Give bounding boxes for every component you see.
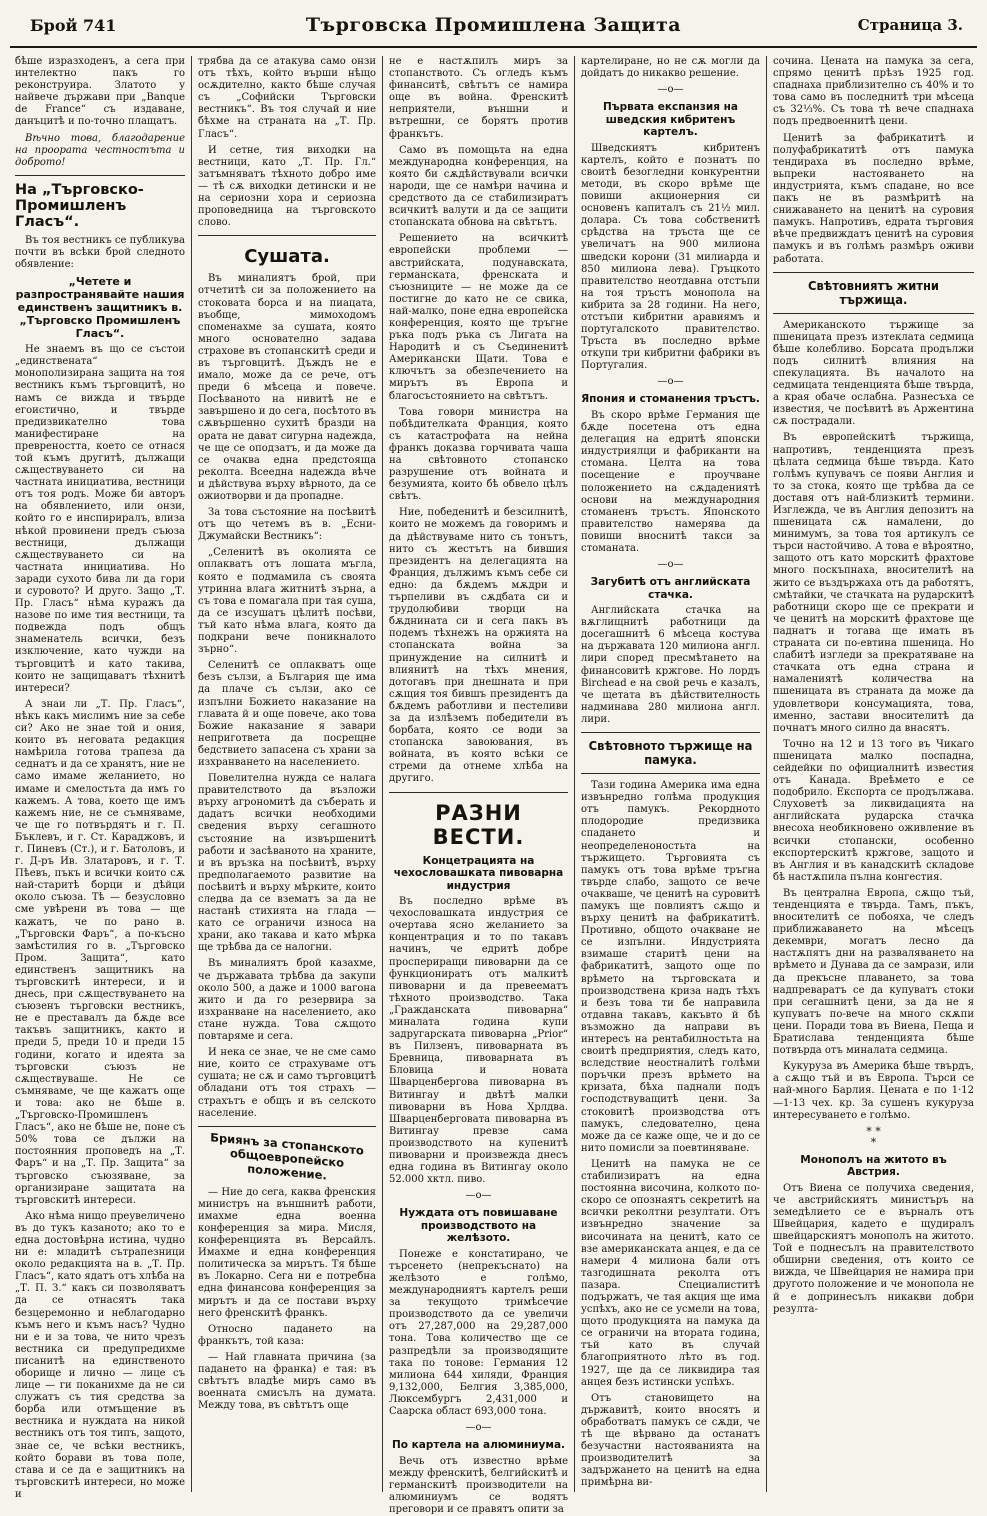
article-text: Вечь отъ известно врѣме между френскитѣ, белгийскитѣ и германскитѣ производители на алюминиумъ се водятъ преговори и се правятъ опити за xyxy=(389,1455,568,1515)
article-headline: Свѣтовниятъ житни тържища. xyxy=(808,277,939,307)
article-headline: Япония и стоманения тръстъ. xyxy=(581,393,760,406)
article-text: Американското тържище за пшеницата презъ изтеклата седмица бѣше колебливо. Борсата продължи подъ силнитѣ влияния на спекулацията. Въ началото на седмицата тенденцията бѣше твърда, а края обаче ослабна. Разнесъха се известия, че посѣвитѣ въ Аржентина сѫ пострадали. xyxy=(773,319,974,428)
section-divider xyxy=(389,792,568,793)
article-text: Точно на 12 и 13 того въ Чикаго пшеницата малко поспадна, сейдейки по официалнитѣ известия отъ Канада. Вреѣмето е се подобрило. Експорта се продължава. Слуховетѣ за ликвидацията на английската рударска стачка внесоха необикновено оживление въ всички стопански, особенно експортерскитѣ кржгове, защото и въ Англия и въ канадскитѣ складове бѣ настѫпила пълна конгестия. xyxy=(773,738,974,883)
article-headline: Загубитѣ отъ английската стачка. xyxy=(590,576,751,601)
page-number: Страница 3. xyxy=(857,16,963,34)
article-text: — Най главната причина (за падането на франка) е тая: въ свѣтътъ владѣе миръ само въ военната смисълъ на думата. Между това, въ свѣтътъ още xyxy=(198,1351,376,1412)
article-text: Ние, победенитѣ и безсилнитѣ, които не можемъ да говоримъ и да дѣйствуваме нито съ тонътъ, нито съ жестътъ на бившия президентъ на делегацията на Франция, дължимъ къмъ себе си едно: да бѫдемъ мѫдри и търпеливи въ сѫдбата си и трудолюбиви творци на бѫднината си и сега пакъ въ подемъ тѣхнежъ на оржията на стопанската война за принуждение на силнитѣ и влиянитѣ на тѣхъ мнения, дотогавъ при днешната и при сѫщия тоя бившъ президентъ да бѫдемъ работливи и пестеливи за да излѣземъ победители въ борбата, която се води за стопанска завоювания, въ войната, въ която всѣки се стреми да отнеме хлѣба на другиго. xyxy=(389,507,568,785)
article-text: Ценитѣ за фабрикатитѣ и полуфабрикатитѣ отъ памука тендираха въ последно врѣме, вьпреки настояването на индустрията, къмъ спадане, но все пакъ не въ размѣритѣ на снижаването на ценитѣ на суровия памукъ. Напротивъ, едрата търговия вѣче предвиждатъ ценитѣ на суровия памукъ и въ голѣмъ размѣръ оживи работата. xyxy=(773,132,974,265)
column-3 xyxy=(389,56,568,1515)
article-text: Решението на всичкитѣ европейски проблеми — австрийската, подунавската, германската, френската и съюзниците — не може да се постигне до като не се свика, най-малко, поне една европейска конференция, която ще тръгне ръка подъ ръка съ Лигата на Народитѣ и съ Съединенитѣ Американски Щати. Това е ключътъ за обезпечението на мирътъ въ Европа и благосъстоянието на свѣтътъ. xyxy=(389,233,568,402)
masthead xyxy=(10,10,977,48)
column-divider xyxy=(766,56,767,1492)
article-text: Кукуруза въ Америка бѣше твърдъ, а сѫщо тъй и въ Европа. Търси се най-много Барлия. Цената е по 1·12—1·13 чех. кр. За сушенъ кукуруза интересуването е голѣмо. xyxy=(773,1061,974,1121)
article-text: Селенитѣ се оплакватъ още безъ сълзи, а България ще има да плаче съ сълзи, ако се изпълни Божието наказание на главата й и още повече, ако това Божие наказание я завари непригответа да посрещне бедствието запасена съ храни за изхранването на населението. xyxy=(198,660,376,768)
article-headline: Концетрацията на чехословашката пивоварна индустрия xyxy=(393,854,564,892)
article-text: Понеже е констатирано, че търсенето (непрекъснато) на желѣзото е голѣмо, международниятъ картелъ реши за текущото тримѣсечие производството да се увеличи отъ 27,287,000 на 29,287,000 тона. Това количество ще се разпредѣли за производящите така по тонове: Германия 12 милиона 644 хиляди, Франция 9,132,000, Белгия 3,385,000, Люксембургъ 2,431,000 и Саарска област 693,000 тона. xyxy=(389,1248,568,1417)
stars-ornament: * * * xyxy=(866,1124,881,1149)
article-text: Шведскиятъ кибритенъ картелъ, който е познатъ по своитѣ безогледни конкурентни методи, въ скоро врѣме ще повиши акционерния си основенъ капиталъ съ 21½ мил. долара. Съ това собственитѣ срѣдства на тръста ще се увеличатъ на 900 милиона шведски корони (31 милиарда и 850 милиона лева). Гръцкото правителство неотдавна отстъпи на тоя тръстъ монопола на кибрита за 28 години. На него, отстъпи кибритни аравиямъ и португалското правителство. Тръста въ последно врѣме откупи три кибритни фабрики въ Португалия. xyxy=(581,142,760,372)
article-text: бѣше изразходенъ, а сега при интелектно пакъ го реконструира. Златото у найвече държави при „Banque de France“ съ издаване, данъцитѣ и по-точно плащатъ. xyxy=(15,56,185,128)
article-headline: Свѣтовното тържище на памука. xyxy=(588,738,753,768)
article-headline: По картела на алюминиума. xyxy=(391,1439,566,1452)
column-divider xyxy=(574,56,575,1492)
article-text: Тази година Америка има една извънредно голѣма продукция отъ памукъ. Рекордното плодородие предизвика спадането и неопределеноностьта на тържището. Търговията съ памукъ отъ това врѣме тръгна твърде слабо, защото се вече очакваше, че ценитѣ на суровитѣ памукъ ще повлиятъ сѫщо и върху ценитѣ на фабрикатитѣ. Противно, общото очакване не се изпълни. Индустрията взимаше старитѣ цени на фабрикатитѣ, защото още по врѣмето на търговската и производствена криза надъ тѣхъ и безъ това ти бе направила отдавна такавъ, какъвто й бѣ възможно да направи въ интересъ на рентабилностьта на своитѣ предприятия, следъ като, вследствие неостналитѣ голѣми поръчки презъ врѣмето на кризата, бѣха паднали подъ господствуващитѣ цени. За стоковитѣ производства отъ памукъ, следователно, цена може да се каже още, че и до се нито помисли за поевтиняване. xyxy=(581,780,760,1154)
article-text: трябва да се атакува само онзи отъ тѣхъ, който върши нѣщо осѫдително, както бѣше случая съ „Софийски Търговски вестникъ“. Въ тоя случай и ние бѣхме на страната на „Т. Пр. Гласъ“. xyxy=(198,56,376,140)
column-5 xyxy=(773,56,974,1492)
column-2 xyxy=(198,56,376,1492)
article-text: Английската стачка на вѫглищнитѣ работници да досегашнитѣ 6 мѣсеца костува на държавата 120 милиона англ. лири според пресмѣтането на финансовитѣ кржгове. Но лордъ Birchead е на свой речь е казалъ, че щетата въ дѣйствителность надминава 280 милиона англ. лири. xyxy=(581,605,760,725)
article-headline: На „Търговско-Промишленъ Гласъ“. xyxy=(15,181,144,230)
section-headline: РАЗНИ ВЕСТИ. xyxy=(432,800,525,849)
column-4 xyxy=(581,56,760,1492)
article-text: Въ скоро врѣме Германия ще бѫде посетена отъ една делегация на едритѣ японски индустриялци и фабриканти на стомана. Целта на това посещение е проучване положението на сѫдадениятѣ основи на международния стоманенъ тръстъ. Японското правителство намерява да повиши вноснитѣ такси за стоманата. xyxy=(581,409,760,554)
article-headline: Бриянъ за стопанското общоевропейско положение. xyxy=(210,1129,364,1183)
article-text: Въ последно врѣме въ чехословашката индустрия се очертава ясно желанието за концентрация и то по такавъ начинъ, че едритѣ добре проспериращи пивоварни да се функциониратъ отъ малкитѣ пивоварни и да превеематъ тѣхното производство. Така „Гражданската пивоварна“ миналата година купи задругарската пивоварна „Prior“ въ Пилзенъ, пивоварната въ Бревница, пивоварната въ Бловица и новата Шварценбергова пивоварна въ Витингау и двѣтѣ малки пивоварни въ Нова Хрлдва. Шварценберговата пивоварна въ Витингау превзе сама производството на купенитѣ пивоварни и произвежда днесъ една година въ Витингау около 52.000 хктл. пиво. xyxy=(389,896,568,1186)
article-text: Въ миналиятъ брой, при отчетитѣ си за положението на стоковата борса и на пиацата, въобще, мимоходомъ споменахме за сушата, която много основателно задава страхове въ стопанскитѣ среди и въ търговцитѣ. Дъждъ не е имало, може да се рече, отъ преди 6 мѣсеца и повече. Посѣваното на нивитѣ не е завършено и до сега, посѣтото въ сѫвършенно сухитѣ бразди на ората не дават сигурна надежда, че ще се оподзатъ, и да може да се очаква една предстояща реколта. Всеедна надежда вѣче и дѣйствува върху вѣрното, да се ожиотворви и да пропадне. xyxy=(198,273,376,502)
section-divider xyxy=(198,1126,376,1127)
article-headline: Нуждата отъ повишаване производството на желѣзото. xyxy=(399,1207,558,1245)
column-divider xyxy=(191,56,192,1492)
article-text: „Селенитѣ въ околията се оплакватъ отъ лошата мъгла, която е подмамила съ своята утринна влага житнитѣ зърна, а съ това е помагала при тая суша, да се изсушатъ цѣлитѣ посѣви, тъй като нѣма влага, която да подкрани вече поникналото зърно“. xyxy=(198,547,376,656)
divider-ornament: —о— xyxy=(465,1422,492,1434)
article-text: Отъ становището на държавитѣ, които вносятъ и обработватъ памукъ се сѫди, че тѣ ще вѣрвано да останатъ безучастни настояванията на производителитѣ за задържането на ценитѣ на една примѣрна ви- xyxy=(581,1392,760,1489)
article-text: Повелителна нужда се налага правителството да възложи върху агрономитѣ да съберать и дадатъ всички необходими сведения върху сегашното състояние на извършенитѣ работи и засѣваното на храните, и въ връзка на посѣвитѣ, върху предполагаемото развитие на посѣвитѣ и върху мѣрките, които следва да се взематъ за да не настанѣ стихията на глада — като се ограничи износа на храни, ако такава и като мѣрка ще трѣбва да се налогни. xyxy=(198,773,376,954)
divider-ornament: —о— xyxy=(657,84,684,96)
article-text: А знаи ли „Т. Пр. Гласъ“, нѣкъ какъ мислимъ ние за себе си? Ако не знае той и ония, които въ неговата редакция намѣрила готова трапеза да седнатъ и да се хранятъ, ние не само имаме желанието, но имаме и смелостьта да имъ го кажемъ. А това, което ще имъ кажемъ ние, не се съмняваме, че ще го потвърдятъ и г. П. Бъклевъ, и г. Ст. Караджовъ, и г. Пиневъ (Ст.), и г. Батоловъ, и г. Д-ръ Ив. Златаровъ, и г. Т. Пѣевъ, пъкъ и всички които сѫ най-старитѣ борци и дѣйци около съюза. Тѣ — безусловно сме увѣрени въ това — ще кажатъ, че по рано в. „Търговски Фаръ“, а по-късно замѣстилия го в. „Търговско Пром. Защита“, като единственъ защитникъ на търговскитѣ интереси, и и днесь, при сѫществуването на съюзенъ търговски вестникъ, не е преставалъ да бѫде все такъвъ защитникъ, както и преди 5, преди 10 и преди 15 години, когато и идеята за търговски съюзъ не сѫществуваше. Не се съмняваме, че ще кажатъ още и това: ако не бѣше в. „Търговско-Промишленъ Гласъ“, ако не бѣше не, поне съ 50% това се дължи на постоянния проповедъ на „Т. Фаръ“ и на „Т. Пр. Защита“ за търговско съюзяване, за организиране защитата на търговскитѣ интереси. xyxy=(15,698,185,1206)
divider-ornament: —о— xyxy=(657,559,684,571)
article-text: Въ тоя вестникъ се публикува почти въ всѣки брой следното обявление: xyxy=(15,234,185,271)
article-text: Относно падането на франкътъ, той каза: xyxy=(198,1323,376,1347)
article-text: Това говори министра на побѣдителката Франция, която съ катастрофата на нейна франкъ доказва горчивата чаша на свѣтовното стопанско разрушение отъ войната и безумията, които бѣ обвело цѣлъ свѣтъ. xyxy=(389,406,568,503)
article-text: И сетне, тия виходки на вестници, като „Т. Пр. Гл.“ затъмняватъ тѣхното добро име — тѣ сѫ виходки детински и не на сериозни хора и сериозна проповедница на търговското слово. xyxy=(198,144,376,229)
issue-number: Брой 741 xyxy=(30,16,117,35)
article-text: И нека се знае, че не сме само ние, които се страхуваме отъ сушата; не сѫ и само търговцитѣ обладани отъ тоя страхъ — страхътъ е общъ и въ селското население. xyxy=(198,1047,376,1119)
divider-ornament: —о— xyxy=(465,1190,492,1202)
article-text: Отъ Виена се получиха сведения, че австрийскиятъ министъръ на земедѣлието се е върналъ отъ Швейцария, кадето е щудиралъ швейцарскиятъ монополъ на житото. Той е поднесълъ на правителството обширни сведения, отъ които се вижда, че Швейцария не намира при другото положение и че монопола не й е допринесълъ никакви добри резулта- xyxy=(773,1182,974,1315)
column-1 xyxy=(15,56,185,1500)
section-divider xyxy=(15,175,185,176)
article-text: не е настѫпилъ миръ за стопанството. Съ огледъ къмъ финанситѣ, свѣтътъ се намира още въ война. Френскитѣ неприятели, външни и вътрешни, се борятъ против франкътъ. xyxy=(389,56,568,140)
article-headline: Първата експанзия на шведския кибритенъ картелъ. xyxy=(602,101,738,139)
article-text: За това състояние на посѣвитѣ отъ що четемъ въ в. „Есни-Джумайски Вестникъ“: xyxy=(198,507,376,543)
article-text: Ако нѣма нищо преувеличено въ до тукъ казаното; ако то е една достовѣрна истина, чудно ни е: младитѣ сътрапезници около редакцията на в. „Т. Пр. Гласъ“, като ядатъ отъ хлѣба на „Т. П. З.“ какъ си позволяватъ да се отнасятъ така безцеремонно и неблагодарно къмъ него и къмъ насъ? Чудно ни е и за това, че нито чрезъ вестника си предупредихме писанитѣ на единственото оборище и лично — лице съ лице — ги поканихме да не си служатъ съ тия средства за борба или отмъщение въ вестника и нуждата на никой вестникъ отъ тоя типъ, защото, знае се, че всѣки вестникъ, който борави въ това поле, става и се да е защитникъ на търговскитѣ интереси, но може и xyxy=(15,1210,185,1500)
article-text: сочина. Цената на памука за сега, спрямо ценитѣ прѣзъ 1925 год. спаднаха приблизително съ 40% и то това само въ последнитѣ три мѣсеца съ 32⅓%. Съ това тѣ вече спаднаха подъ предвоеннитѣ цени. xyxy=(773,56,974,128)
section-divider xyxy=(198,235,376,236)
article-text: Ценитѣ на памука не се стабилизиратъ на една постоянна височина, колкото по-скоро се опознаятъ секретитѣ на всички реколтни резултати. Отъ извънредно значение за височината на ценитѣ, като се взе американската анцея, е да се намери 4 милиона бали отъ тазгодишната реколта отъ пазара. Специалиститѣ подържатъ, че тая акция ще има успѣхъ, ако не се усмели на това, щото продукцията на памука да се ограничи на втората година, тъй като въ случай благоприятното лѣто въ год. 1927, ще да се ликвидира тая анцея безъ истински успѣхъ. xyxy=(581,1158,760,1388)
column-divider xyxy=(382,56,383,1492)
article-text: Въ миналиятъ брой казахме, че държавата трѣбва да закупи около 500, а даже и 1000 вагона жито и да го резервира за изхранване на населението, ако стане нужда. Това сѫщото повтаряме и сега. xyxy=(198,958,376,1043)
article-text: Въ европейскитѣ тържища, напротивъ, тенденцията презъ цѣлата седмица бѣше твърда. Като голѣмъ купувачъ се появи Англия и то за стока, която ще трѣбва да се доставя отъ най-близкитѣ термини. Изглежда, че въ Англия депозитъ на пшеницата сѫ намалени, до минимумъ, за това тоя артикулъ се търси настойчиво. А това е вѣроятно, защото отъ като морскитѣ фрахтове много поскъпнаха, вносителитѣ на жито се въздържаха отъ да работятъ, смѣтайки, че стачката на рударскитѣ работници скоро ще се прекрати и че ценитѣ на морскитѣ фрахтове ще паднатъ и тогава ще имать въ страната си по-евтина пшеница. Но слабитѣ изгледи за прекратяване на стачката отъ една страна и намалениятѣ количества на пшеницата въ страната да може да удовлетвори консумацията, това, именно, застави вносителитѣ да почнатъ много силно да внасятъ. xyxy=(773,432,974,734)
section-divider xyxy=(773,313,974,314)
divider-ornament: —о— xyxy=(657,376,684,388)
newspaper-title: Търговска Промишлена Защита xyxy=(305,14,682,36)
article-text: Въ централна Европа, сѫщо тъй, тенденцията е твърда. Тамъ, пъкъ, вносителитѣ се побояха, че следъ приближаването на мѣсецъ декември, могатъ лесно да настѫпятъ дни на разваляването на врѣмето и Дунава да се замрази, или да прекъсне плаването, за това надпреваратъ се да купуватъ стоки при сегашнитѣ цени, за да не я купуватъ по-вече на много скѫпи цени. Поради това въ Виена, Пеща и Братислава тенденцията бѣше потвърда отъ миналата седмица. xyxy=(773,887,974,1057)
section-divider xyxy=(773,272,974,273)
article-text: Не знаемъ въ що се състои „единствената“ монополизирана защита на тоя вестникъ къмъ търговцитѣ, но намъ се вижда и твърде егоистично, и твърде предизвикателно това манифестиране на превреността, което се отнася той къмъ другитѣ, дължащи сѫществуването си на частната инициатива, вестници отъ тоя родъ. Може би авторъ на обявлението, или онзи, който го е инспириралъ, влиза нѣкой провинени предъ съюза вестници, дължащи сѫществуването си на частната инициатива. Но заради сухото бива ли да гори и суровото? И друго. Защо „Т. Пр. Гласъ“ нѣма куражъ да назове по име тия вестници, та подвежда подъ общъ знаменатель всички, безъ изключение, като чужди на търговцитѣ и като такива, които не защищаватъ тѣхнитѣ интереси? xyxy=(15,344,185,694)
article-text: Само въ помощьта на една международна конференция, на която би сѫдѣйствували всички народи, ще се намѣри начина и средството да се стабилизиратъ всичкитѣ валути и да се защити стопанската обнова на свѣтътъ. xyxy=(389,144,568,229)
article-headline: Монополъ на житото въ Австрия. xyxy=(800,1153,947,1179)
article-text: картелиране, но не сѫ могли да дойдатъ до никакво решение. xyxy=(581,56,760,80)
section-divider xyxy=(581,773,760,774)
article-text: — Ние до сега, каква френския министръ на външнитѣ работи, имахме една военна конференция за мира. Мисля, конференцията въ Версайлъ. Имахме и една конференция политическа за мирътъ. Тя бѣше въ Локарно. Сега ни е потребна една финансова конференция за мирътъ и да се постави върху него френскитѣ франкъ. xyxy=(198,1186,376,1319)
article-text: Вѣчно това, благодарение на проората честностъта и доброто! xyxy=(15,132,185,168)
section-divider xyxy=(581,732,760,733)
quoted-announcement: „Четете и разпространявайте нашия единственъ защитникъ в. „Търговско Промишленъ Гласъ“. xyxy=(15,275,185,341)
article-headline: Сушата. xyxy=(244,246,330,268)
